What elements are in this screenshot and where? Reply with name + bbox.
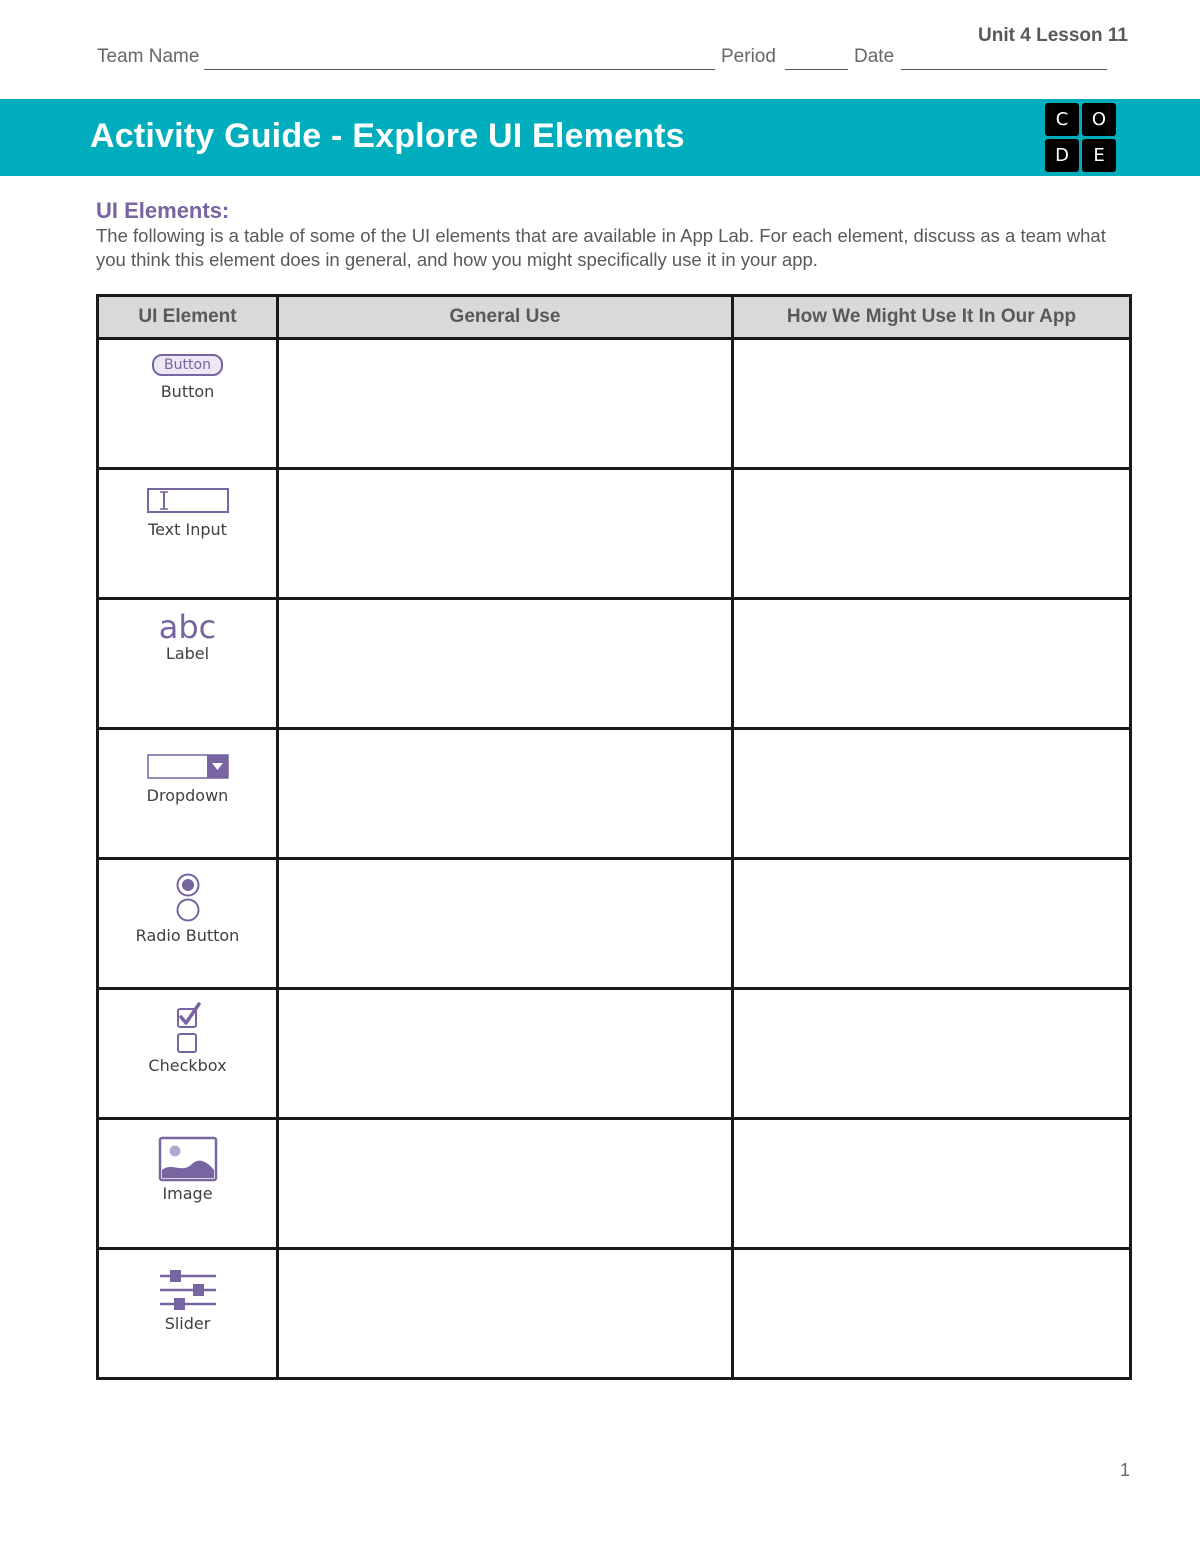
header-ui-element: UI Element xyxy=(98,296,278,339)
our-app-cell[interactable] xyxy=(733,729,1131,859)
element-cell xyxy=(98,469,278,599)
slider-icon xyxy=(158,1268,218,1312)
table-row xyxy=(98,1119,1131,1249)
element-cell xyxy=(98,859,278,989)
text-input-icon xyxy=(147,488,229,514)
our-app-cell[interactable] xyxy=(733,339,1131,469)
period-label: Period xyxy=(721,46,776,67)
page-number: 1 xyxy=(1119,1460,1130,1480)
table-row xyxy=(98,339,1131,469)
radio-icon xyxy=(175,872,201,924)
element-name: Button xyxy=(160,382,215,401)
table-row xyxy=(98,989,1131,1119)
unit-lesson: Unit 4 Lesson 11 xyxy=(978,25,1128,46)
image-icon xyxy=(158,1136,218,1182)
element-name: Radio Button xyxy=(135,926,240,945)
general-use-cell[interactable] xyxy=(278,1249,733,1379)
label-icon: abc xyxy=(158,608,217,646)
checkbox-icon xyxy=(173,1002,203,1054)
element-name: Image xyxy=(162,1184,213,1203)
table-row xyxy=(98,469,1131,599)
general-use-cell[interactable] xyxy=(278,339,733,469)
our-app-cell[interactable] xyxy=(733,859,1131,989)
logo-letter-e: E xyxy=(1082,139,1116,172)
element-cell xyxy=(98,729,278,859)
date-field[interactable] xyxy=(901,69,1107,70)
our-app-cell[interactable] xyxy=(733,1119,1131,1249)
table-row xyxy=(98,859,1131,989)
element-name: Checkbox xyxy=(148,1056,227,1075)
header-general-use: General Use xyxy=(278,296,733,339)
section-title: UI Elements: xyxy=(96,198,230,223)
our-app-cell[interactable] xyxy=(733,469,1131,599)
button-icon: Button xyxy=(152,354,223,376)
element-cell xyxy=(98,989,278,1119)
our-app-cell[interactable] xyxy=(733,989,1131,1119)
table-row xyxy=(98,729,1131,859)
general-use-cell[interactable] xyxy=(278,989,733,1119)
period-field[interactable] xyxy=(785,69,848,70)
header-our-app: How We Might Use It In Our App xyxy=(733,296,1131,339)
element-cell xyxy=(98,599,278,729)
date-label: Date xyxy=(854,46,895,67)
team-name-label: Team Name xyxy=(97,46,200,67)
our-app-cell[interactable] xyxy=(733,599,1131,729)
code-org-logo xyxy=(1045,103,1117,173)
dropdown-icon xyxy=(147,754,229,780)
element-name: Label xyxy=(165,644,210,663)
element-name: Dropdown xyxy=(146,786,229,805)
element-cell xyxy=(98,339,278,469)
logo-letter-c: C xyxy=(1045,103,1079,136)
our-app-cell[interactable] xyxy=(733,1249,1131,1379)
page-title: Activity Guide - Explore UI Elements xyxy=(90,117,685,155)
general-use-cell[interactable] xyxy=(278,1119,733,1249)
element-name: Slider xyxy=(164,1314,211,1333)
team-name-field[interactable] xyxy=(204,69,715,70)
logo-letter-o: O xyxy=(1082,103,1116,136)
table-row xyxy=(98,1249,1131,1379)
general-use-cell[interactable] xyxy=(278,599,733,729)
general-use-cell[interactable] xyxy=(278,469,733,599)
table-row xyxy=(98,599,1131,729)
element-cell xyxy=(98,1249,278,1379)
general-use-cell[interactable] xyxy=(278,729,733,859)
logo-letter-d: D xyxy=(1045,139,1079,172)
general-use-cell[interactable] xyxy=(278,859,733,989)
element-cell xyxy=(98,1119,278,1249)
section-intro: The following is a table of some of the UI elements that are available in App Lab. For each element, discuss as a team what you think this element does in general, and how you might specifically use it in your app. xyxy=(96,225,1106,270)
table-header-row xyxy=(98,296,1131,339)
ui-elements-table xyxy=(96,294,1132,1380)
element-name: Text Input xyxy=(148,520,227,539)
